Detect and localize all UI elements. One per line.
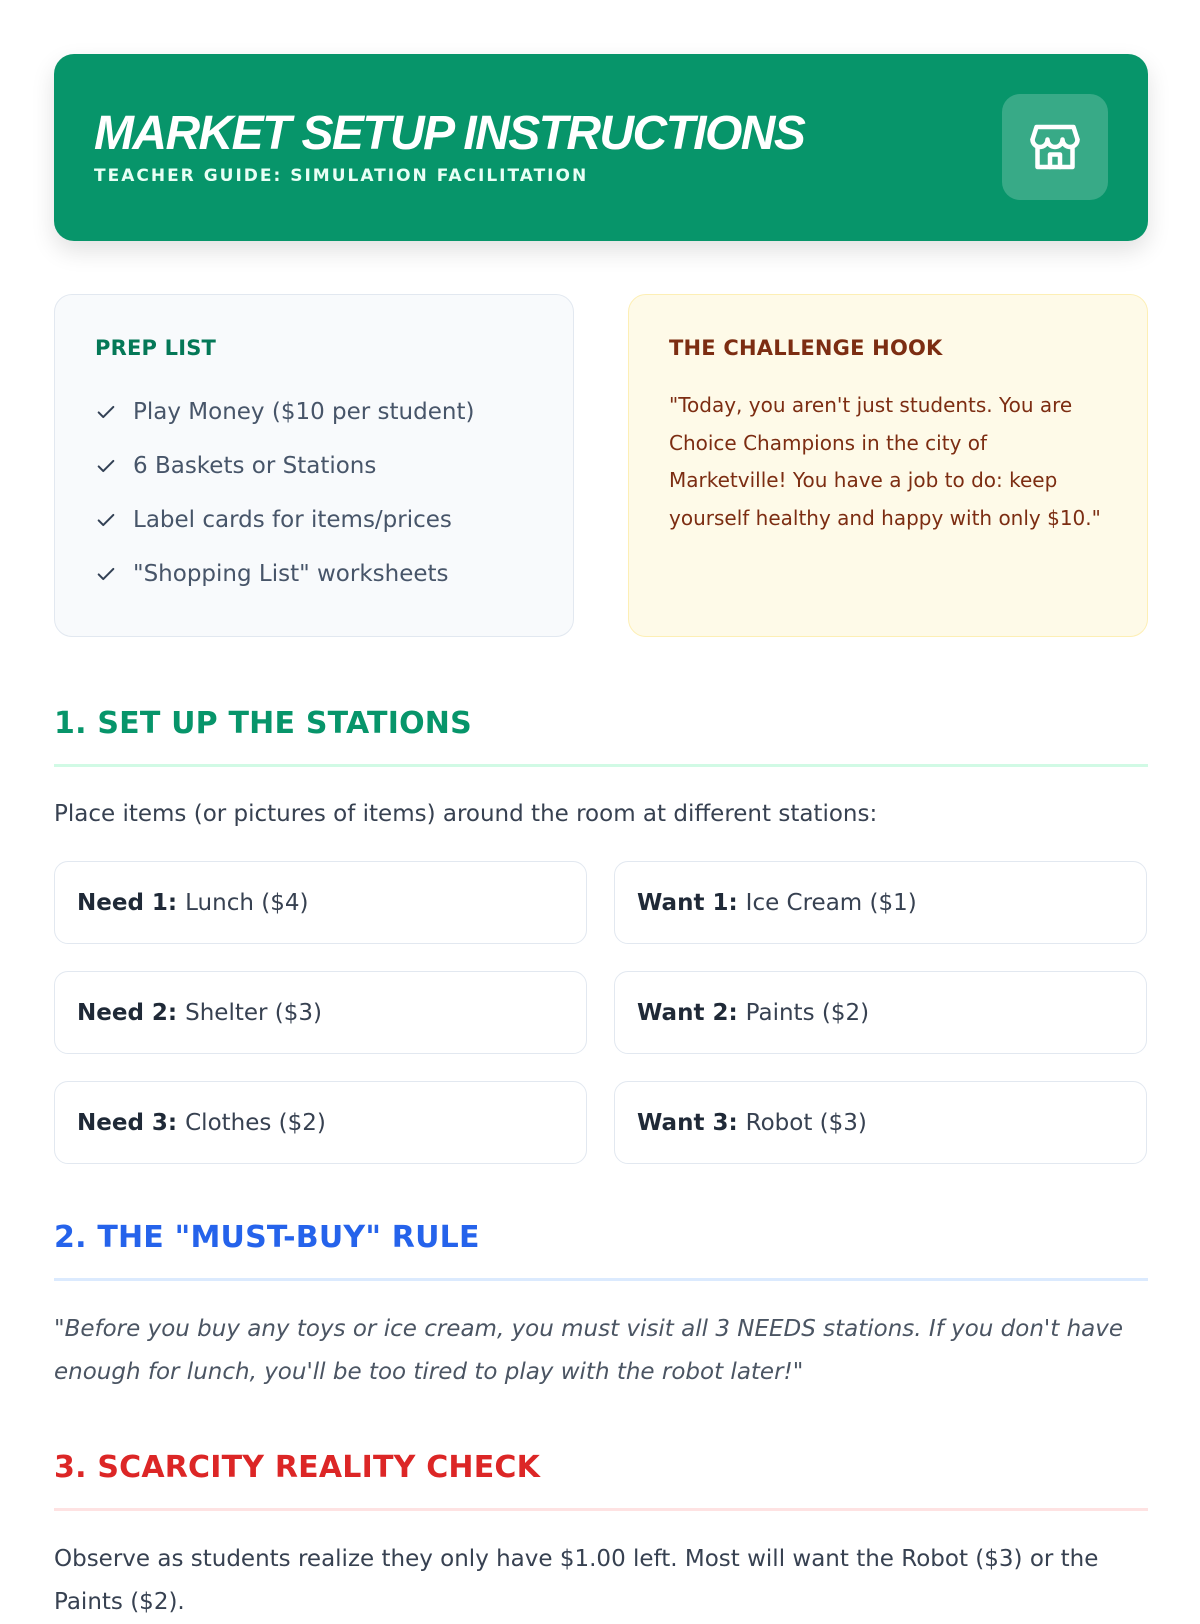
prep-item-label: Play Money ($10 per student) (133, 399, 475, 425)
station-label: Want 3: (637, 1109, 738, 1136)
prep-list (95, 385, 533, 601)
station-value: Clothes ($2) (185, 1109, 326, 1136)
section-title-must-buy: 2. THE "MUST-BUY" RULE (54, 1220, 480, 1255)
station-value: Robot ($3) (745, 1109, 867, 1136)
challenge-hook-title: THE CHALLENGE HOOK (669, 336, 943, 360)
station-label: Need 2: (77, 999, 178, 1026)
check-icon (95, 509, 117, 531)
want-station-card (614, 971, 1147, 1054)
section-title-scarcity: 3. SCARCITY REALITY CHECK (54, 1450, 541, 1485)
list-item (95, 493, 533, 547)
check-icon (95, 455, 117, 477)
need-station-card (54, 971, 587, 1054)
station-value: Lunch ($4) (185, 889, 309, 916)
check-icon (95, 563, 117, 585)
page-subtitle: TEACHER GUIDE: SIMULATION FACILITATION (94, 166, 589, 186)
scarcity-text: Observe as students realize they only have $1.00 left. Most will want the Robot ($3) or the Paints ($2). (54, 1546, 1099, 1615)
prep-item-label: "Shopping List" worksheets (133, 561, 449, 587)
list-item (95, 439, 533, 493)
station-label: Want 1: (637, 889, 738, 916)
station-label: Need 3: (77, 1109, 178, 1136)
prep-list-card (54, 294, 574, 637)
section-divider (54, 764, 1148, 767)
prep-list-title: PREP LIST (95, 336, 217, 360)
section-divider (54, 1508, 1148, 1511)
challenge-hook-text: "Today, you aren't just students. You are Choice Champions in the city of Marketville! You have a job to do: keep yourself healthy and happy with only $10." (669, 393, 1101, 530)
stations-intro: Place items (or pictures of items) around the room at different stations: (54, 801, 878, 827)
header-banner (54, 54, 1148, 241)
station-label: Need 1: (77, 889, 178, 916)
check-icon (95, 401, 117, 423)
section-title-stations: 1. SET UP THE STATIONS (54, 706, 472, 741)
want-station-card (614, 861, 1147, 944)
station-value: Shelter ($3) (185, 999, 322, 1026)
section-divider (54, 1278, 1148, 1281)
page-title: MARKET SETUP INSTRUCTIONS (94, 107, 805, 160)
need-station-card (54, 861, 587, 944)
list-item (95, 547, 533, 601)
prep-item-label: Label cards for items/prices (133, 507, 452, 533)
station-value: Paints ($2) (745, 999, 870, 1026)
list-item (95, 385, 533, 439)
station-value: Ice Cream ($1) (745, 889, 917, 916)
need-station-card (54, 1081, 587, 1164)
challenge-hook-card (628, 294, 1148, 637)
station-label: Want 2: (637, 999, 738, 1026)
prep-item-label: 6 Baskets or Stations (133, 453, 377, 479)
must-buy-quote: "Before you buy any toys or ice cream, you must visit all 3 NEEDS stations. If you don't have enough for lunch, you'll be too tired to play with the robot later!" (54, 1316, 1124, 1385)
store-icon (1002, 94, 1108, 200)
want-station-card (614, 1081, 1147, 1164)
